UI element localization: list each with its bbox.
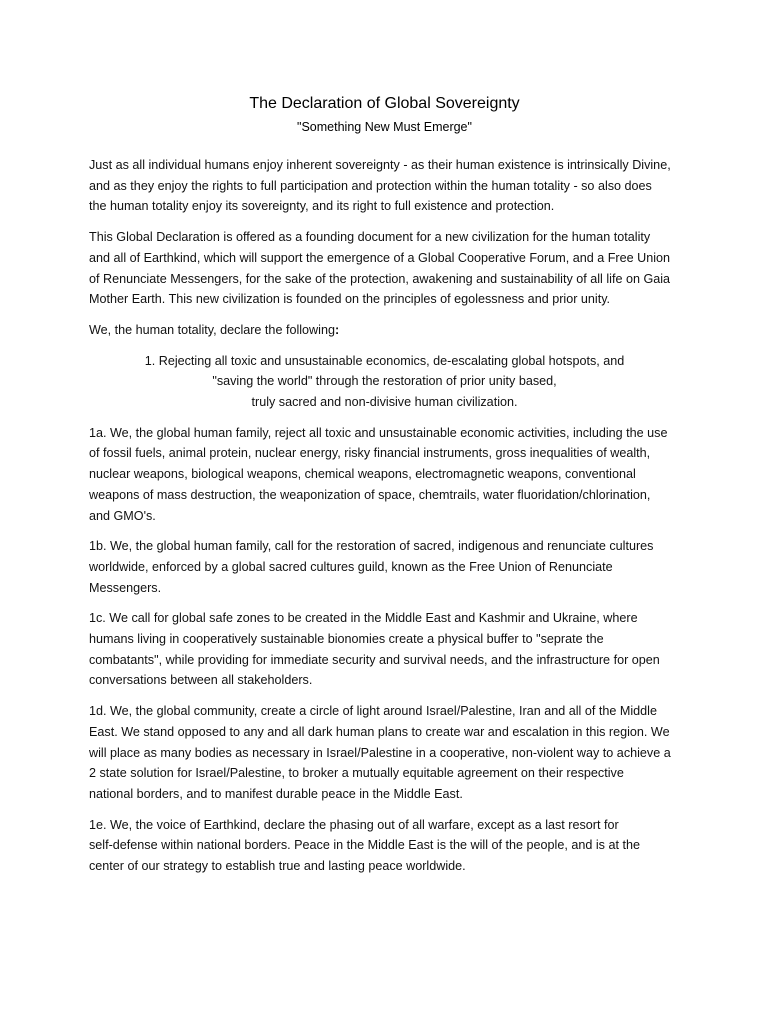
declare-paragraph (89, 320, 680, 341)
item-1a-paragraph (89, 423, 680, 527)
intro-paragraph (89, 155, 680, 217)
item-1d-paragraph (89, 701, 680, 805)
text-line: of Renunciate Messengers, for the sake of the protection, awakening and sustainability of all life on Gaia (89, 271, 671, 286)
text-line: 1b. We, the global human family, call for the restoration of sacred, indigenous and renunciate cultures (89, 539, 654, 554)
text-line: and as they enjoy the rights to full participation and protection within the human totality - so also does (89, 178, 652, 193)
text-line: will place as many bodies as necessary in Israel/Palestine in a cooperative, non-violent way to achieve a (89, 745, 671, 760)
text-line: Messengers. (89, 580, 162, 595)
text-line: of fossil fuels, animal protein, nuclear energy, risky financial instruments, gross inequalities of wealth, (89, 446, 651, 461)
text-line: East. We stand opposed to any and all dark human plans to create war and escalation in this region. We (89, 724, 670, 739)
text-line: 2 state solution for Israel/Palestine, to broker a mutually equitable agreement on their respective (89, 766, 624, 781)
text-line: conversations between all stakeholders. (89, 673, 313, 688)
text-line: worldwide, enforced by a global sacred cultures guild, known as the Free Union of Renunciate (89, 559, 613, 574)
heading-line: 1. Rejecting all toxic and unsustainable economics, de-escalating global hotspots, and (144, 353, 625, 368)
text-line: 1e. We, the voice of Earthkind, declare the phasing out of all warfare, except as a last resort for (89, 817, 619, 832)
text-line: Just as all individual humans enjoy inherent sovereignty - as their human existence is intrinsically Divine, (89, 158, 671, 172)
item-1e-paragraph (89, 815, 680, 877)
text-line: This Global Declaration is offered as a founding document for a new civilization for the human totality (89, 230, 651, 245)
text-line: national borders, and to manifest durable peace in the Middle East. (89, 786, 463, 801)
text-line: humans living in cooperatively sustainable bionomies create a physical buffer to "seprate the (89, 632, 604, 647)
text-line: 1d. We, the global community, create a circle of light around Israel/Palestine, Iran and all of the Middle (89, 704, 657, 719)
item-1c-paragraph (89, 608, 680, 691)
text-line: combatants", while providing for immediate security and survival needs, and the infrastructure for open (89, 652, 660, 667)
section-1-heading (89, 351, 680, 413)
text-line: the human totality enjoy its sovereignty, and its right to full existence and protection. (89, 199, 555, 214)
text-line: and GMO's. (89, 508, 156, 523)
document-title: The Declaration of Global Sovereignty (249, 95, 520, 112)
text-line: weapons of mass destruction, the weaponization of space, chemtrails, water fluoridation/chlorination, (89, 487, 651, 502)
heading-line: "saving the world" through the restoration of prior unity based, (212, 374, 557, 389)
text-line: and all of Earthkind, which will support the emergence of a Global Cooperative Forum, and a Free Union (89, 250, 671, 265)
text-line: 1c. We call for global safe zones to be created in the Middle East and Kashmir and Ukraine, where (89, 611, 638, 626)
offering-paragraph (89, 227, 680, 310)
document-subtitle: "Something New Must Emerge" (297, 120, 472, 134)
item-1b-paragraph (89, 536, 680, 598)
text-line: self-defense within national borders. Peace in the Middle East is the will of the people, and is at the (89, 838, 640, 853)
text-line: center of our strategy to establish true and lasting peace worldwide. (89, 859, 466, 874)
heading-line: truly sacred and non-divisive human civilization. (251, 395, 518, 410)
declare-colon: : (334, 322, 340, 337)
declare-text: We, the human totality, declare the following (89, 322, 335, 337)
text-line: nuclear weapons, biological weapons, chemical weapons, electromagnetic weapons, conventional (89, 467, 636, 482)
text-line: 1a. We, the global human family, reject all toxic and unsustainable economic activities, including the use (89, 425, 668, 440)
text-line: Mother Earth. This new civilization is founded on the principles of egolessness and prior unity. (89, 292, 611, 307)
